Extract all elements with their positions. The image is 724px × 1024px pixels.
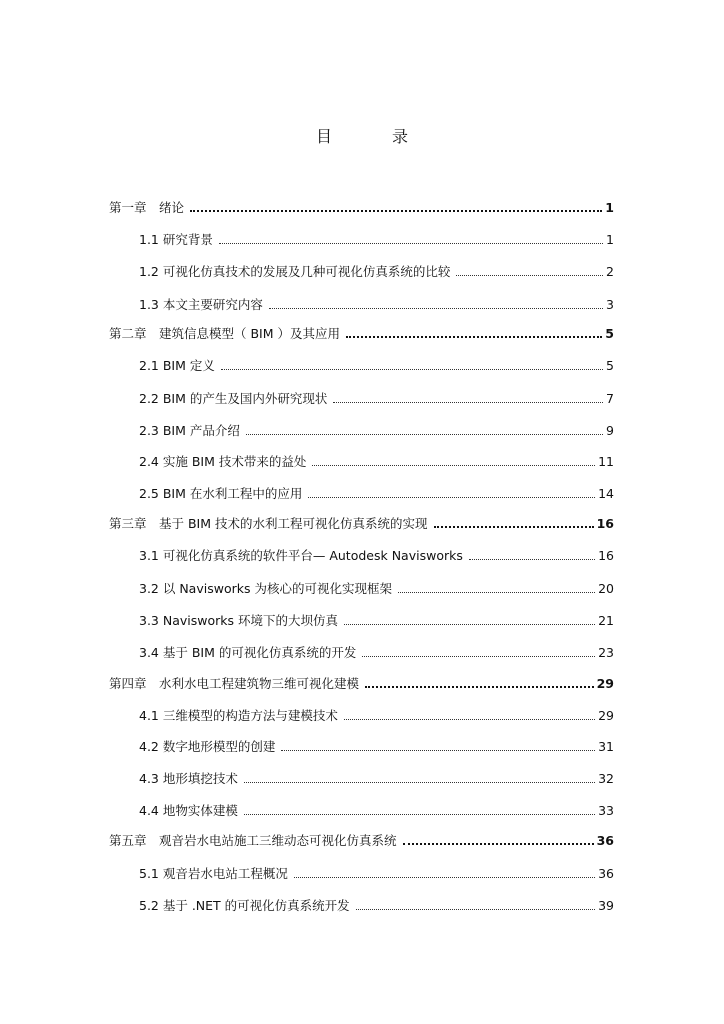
dot-leader (346, 335, 602, 338)
toc-entry-page: 11 (598, 454, 614, 469)
dot-leader (281, 749, 595, 751)
toc-entry-label: 1.2 可视化仿真技术的发展及几种可视化仿真系统的比较 (139, 264, 451, 279)
toc-entry-section-4-4[interactable] (139, 801, 614, 819)
toc-entry-label: 3.3 Navisworks 环境下的大坝仿真 (139, 613, 338, 628)
toc-entry-section-4-1[interactable] (139, 706, 614, 724)
toc-entry-label: 4.4 地物实体建模 (139, 803, 238, 818)
toc-entry-page: 31 (598, 739, 614, 754)
dot-leader (344, 718, 595, 720)
toc-entry-page: 5 (606, 358, 614, 373)
toc-entry-page: 9 (606, 423, 614, 438)
dot-leader (398, 591, 595, 593)
toc-entry-label: 2.1 BIM 定义 (139, 358, 215, 373)
dot-leader (362, 655, 595, 657)
toc-entry-label: 3.1 可视化仿真系统的软件平台— Autodesk Navisworks (139, 548, 463, 563)
dot-leader (344, 623, 595, 625)
toc-entry-section-3-2[interactable] (139, 579, 614, 597)
dot-leader (308, 496, 595, 498)
toc-entry-page: 2 (606, 264, 614, 279)
toc-entry-section-1-1[interactable] (139, 230, 614, 248)
toc-entry-page: 16 (598, 548, 614, 563)
toc-entry-chapter-5[interactable] (109, 831, 614, 849)
toc-entry-label: 3.2 以 Navisworks 为核心的可视化实现框架 (139, 581, 392, 596)
toc-entry-label: 2.4 实施 BIM 技术带来的益处 (139, 454, 307, 469)
toc-entry-page: 1 (605, 200, 614, 215)
toc-entry-section-5-1[interactable] (139, 864, 614, 882)
dot-leader (221, 368, 603, 370)
dot-leader (244, 813, 595, 815)
toc-entry-chapter-1[interactable] (109, 198, 614, 216)
toc-entry-label: 2.3 BIM 产品介绍 (139, 423, 240, 438)
dot-leader (244, 781, 595, 783)
toc-entry-section-3-3[interactable] (139, 611, 614, 629)
toc-entry-section-5-2[interactable] (139, 896, 614, 914)
dot-leader (434, 525, 594, 528)
toc-entry-label: 第五章 观音岩水电站施工三维动态可视化仿真系统 (109, 833, 397, 848)
toc-entry-chapter-2[interactable] (109, 324, 614, 342)
toc-entry-label: 5.1 观音岩水电站工程概况 (139, 866, 288, 881)
toc-entry-page: 32 (598, 771, 614, 786)
toc-entry-section-3-4[interactable] (139, 643, 614, 661)
toc-entry-page: 3 (606, 297, 614, 312)
toc-entry-label: 第三章 基于 BIM 技术的水利工程可视化仿真系统的实现 (109, 516, 428, 531)
toc-entry-label: 4.3 地形填挖技术 (139, 771, 238, 786)
dot-leader (269, 307, 603, 309)
toc-entry-section-3-1[interactable] (139, 546, 614, 564)
toc-entry-label: 第四章 水利水电工程建筑物三维可视化建模 (109, 676, 360, 691)
toc-entry-label: 3.4 基于 BIM 的可视化仿真系统的开发 (139, 645, 357, 660)
toc-entry-section-1-2[interactable] (139, 262, 614, 280)
toc-entry-section-4-2[interactable] (139, 737, 614, 755)
toc-entry-page: 29 (596, 676, 614, 691)
toc-entry-label: 1.3 本文主要研究内容 (139, 297, 263, 312)
toc-entry-label: 2.5 BIM 在水利工程中的应用 (139, 486, 303, 501)
toc-entry-page: 33 (598, 803, 614, 818)
dot-leader (365, 685, 594, 688)
toc-entry-page: 16 (596, 516, 614, 531)
toc-entry-section-4-3[interactable] (139, 769, 614, 787)
page-title: 目 录 (315, 127, 430, 146)
dot-leader (469, 558, 595, 560)
toc-entry-label: 第一章 绪论 (109, 200, 185, 215)
toc-entry-label: 2.2 BIM 的产生及国内外研究现状 (139, 391, 328, 406)
dot-leader (294, 876, 595, 878)
toc-entry-page: 14 (598, 486, 614, 501)
toc-entry-chapter-4[interactable] (109, 674, 614, 692)
dot-leader (219, 242, 603, 244)
toc-entry-section-2-4[interactable] (139, 452, 614, 470)
toc-entry-page: 1 (606, 232, 614, 247)
dot-leader (190, 209, 602, 212)
toc-entry-page: 7 (606, 391, 614, 406)
toc-entry-page: 36 (596, 833, 614, 848)
toc-entry-section-2-3[interactable] (139, 421, 614, 439)
dot-leader (246, 433, 603, 435)
toc-entry-label: 第二章 建筑信息模型（ BIM ）及其应用 (109, 326, 340, 341)
dot-leader (456, 274, 603, 276)
toc-entry-section-2-5[interactable] (139, 484, 614, 502)
toc-entry-section-2-1[interactable] (139, 356, 614, 374)
dot-leader (312, 464, 595, 466)
toc-entry-page: 23 (598, 645, 614, 660)
toc-entry-page: 36 (598, 866, 614, 881)
toc-entry-section-2-2[interactable] (139, 389, 614, 407)
dot-leader (333, 401, 603, 403)
toc-entry-page: 20 (598, 581, 614, 596)
toc-entry-label: 4.1 三维模型的构造方法与建模技术 (139, 708, 338, 723)
toc-entry-label: 1.1 研究背景 (139, 232, 213, 247)
dot-leader (356, 908, 595, 910)
toc-entry-chapter-3[interactable] (109, 514, 614, 532)
toc-entry-page: 39 (598, 898, 614, 913)
toc-entry-label: 4.2 数字地形模型的创建 (139, 739, 276, 754)
dot-leader (403, 842, 594, 845)
toc-entry-label: 5.2 基于 .NET 的可视化仿真系统开发 (139, 898, 350, 913)
toc-entry-page: 21 (598, 613, 614, 628)
toc-entry-page: 29 (598, 708, 614, 723)
toc-entry-page: 5 (605, 326, 614, 341)
toc-entry-section-1-3[interactable] (139, 295, 614, 313)
